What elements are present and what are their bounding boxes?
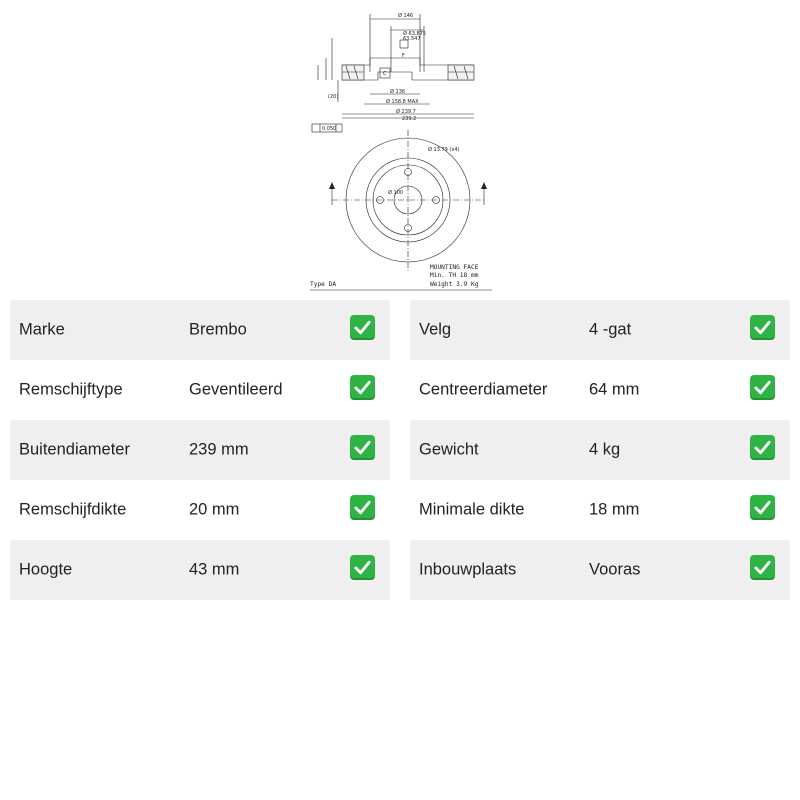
dim-bolt-text: Ø 100 (388, 190, 404, 196)
dim-136-text: Ø 136 (390, 89, 406, 95)
spec-row-marke (10, 300, 390, 360)
spec-row-velg (410, 300, 790, 360)
spec-value: Geventileerd (189, 380, 283, 399)
spec-row-minimale-dikte (410, 480, 790, 540)
spec-value: Vooras (589, 560, 641, 579)
marker-f-text: F (402, 53, 405, 59)
dim-1508-text: Ø 158.8 MAX (386, 99, 419, 105)
spec-table-left (10, 300, 390, 600)
spec-value: 239 mm (189, 440, 249, 459)
brake-disc-technical-drawing (306, 10, 496, 292)
dim-2392-text: 239.2 (402, 116, 417, 122)
check-icon (750, 315, 775, 340)
spec-label: Hoogte (19, 560, 73, 579)
check-icon (750, 435, 775, 460)
spec-row-gewicht (410, 420, 790, 480)
spec-value: 43 mm (189, 560, 240, 579)
check-icon (350, 315, 375, 340)
dim-20-text: (20) (328, 94, 339, 100)
check-icon (750, 495, 775, 520)
dim-63547-text: 63.547 (403, 36, 421, 42)
spec-label: Remschijfdikte (19, 500, 127, 519)
tolerance-text: 0.050 (322, 126, 337, 132)
spec-table-right (410, 300, 790, 600)
spec-label: Minimale dikte (419, 500, 525, 519)
dim-2397-text: Ø 239.7 (396, 109, 416, 115)
weight-text: Weight 3.9 Kg (430, 281, 479, 288)
spec-row-buitendiameter (10, 420, 390, 480)
spec-label: Buitendiameter (19, 440, 130, 459)
spec-row-hoogte (10, 540, 390, 600)
spec-label: Centreerdiameter (419, 380, 548, 399)
spec-label: Velg (419, 320, 452, 339)
spec-row-remschijfdikte (10, 480, 390, 540)
spec-label: Inbouwplaats (419, 560, 517, 579)
spec-value: Brembo (189, 320, 247, 339)
dim-63875-text: Ø 63.875 (403, 31, 427, 37)
dim-146-text: Ø 146 (398, 13, 414, 19)
spec-row-inbouwplaats (410, 540, 790, 600)
spec-row-centreerdiameter (410, 360, 790, 420)
spec-row-remschijftype (10, 360, 390, 420)
spec-value: 64 mm (589, 380, 640, 399)
mounting-face-text: MOUNTING FACE (430, 264, 479, 271)
spec-value: 4 -gat (589, 320, 632, 339)
marker-c-text: C (383, 71, 387, 77)
spec-value: 18 mm (589, 500, 640, 519)
check-icon (350, 495, 375, 520)
check-icon (750, 375, 775, 400)
spec-label: Marke (19, 320, 65, 339)
dim-137-text: Ø 13.79 (x4) (428, 147, 460, 153)
spec-value: 20 mm (189, 500, 240, 519)
technical-drawing-svg (306, 10, 496, 292)
check-icon (350, 375, 375, 400)
type-text: Type DA (310, 281, 337, 288)
spec-label: Remschijftype (19, 380, 123, 399)
spec-label: Gewicht (419, 440, 479, 459)
check-icon (350, 435, 375, 460)
check-icon (350, 555, 375, 580)
spec-value: 4 kg (589, 440, 621, 459)
min-th-text: Min. TH 18 mm (430, 272, 479, 279)
check-icon (750, 555, 775, 580)
